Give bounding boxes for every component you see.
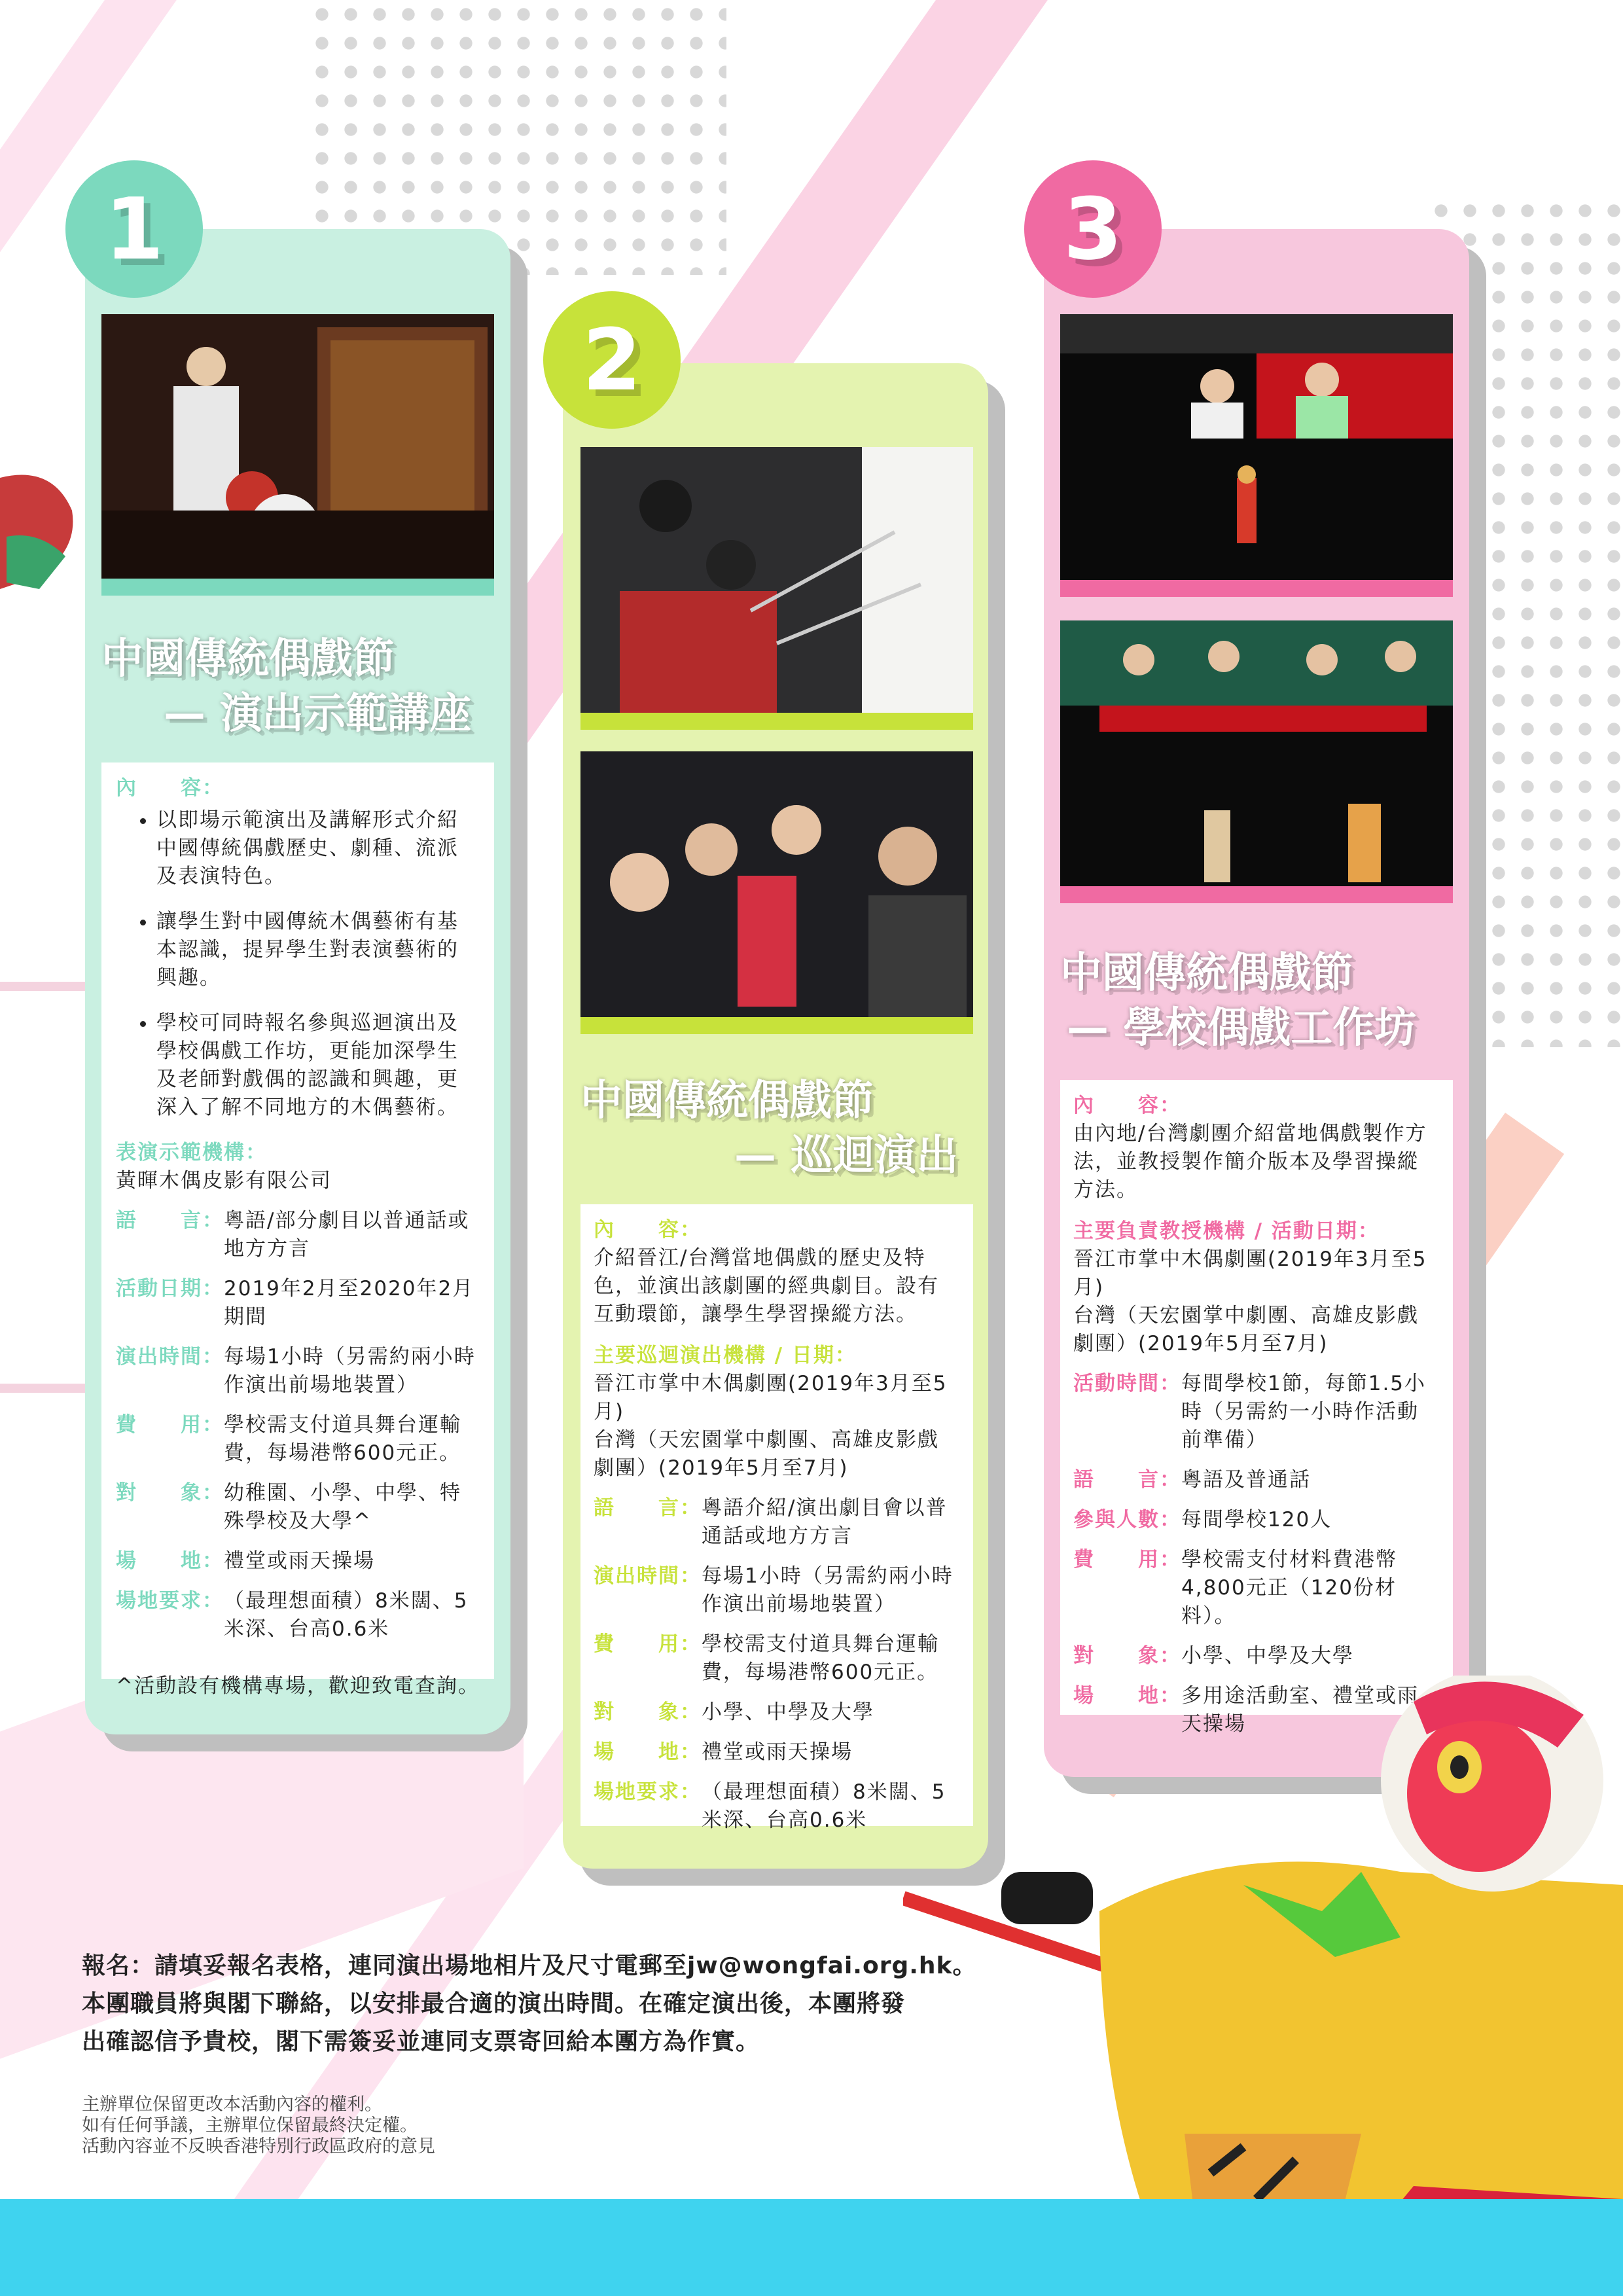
card2-number-badge: 2 — [543, 291, 681, 429]
card3-row-label: 對 象： — [1073, 1644, 1181, 1668]
card1-row-label: 對 象： — [116, 1481, 224, 1505]
card2-org-line: 台灣（天宏園掌中劇團、高雄皮影戲劇團）(2019年5月至7月) — [594, 1428, 939, 1480]
card2-row-label: 對 象： — [594, 1700, 702, 1724]
card3-content-label: 內 容： — [1073, 1094, 1181, 1117]
card1-row-label: 場地要求： — [116, 1589, 224, 1613]
disclaimer-line: 主辦單位保留更改本活動內容的權利。 — [82, 2094, 382, 2115]
card2-photo-bottom — [580, 751, 973, 1034]
card2-photo-top — [580, 447, 973, 730]
card2-title-line1: 中國傳統偶戲節 — [580, 1077, 874, 1125]
card1-row-label: 場 地： — [116, 1549, 224, 1573]
card1-bullet: • 以即場示範演出及講解形式介紹中國傳統偶戲歷史、劇種、流派及表演特色。 — [156, 806, 480, 891]
card2-org-label: 主要巡迴演出機構 / 日期： — [594, 1344, 857, 1367]
card1-number-badge: 1 — [65, 160, 203, 298]
card1-org-value: 黃暉木偶皮影有限公司 — [116, 1169, 332, 1193]
card2-content-text: 介紹晉江/台灣當地偶戲的歷史及特色，並演出該劇團的經典劇目。設有互動環節，讓學生學習操縱方法。 — [594, 1246, 939, 1326]
card2-org-line: 晉江市掌中木偶劇團(2019年3月至5月) — [594, 1372, 948, 1424]
card1-row-value: （最理想面積）8米闊、5米深、台高0.6米 — [224, 1589, 469, 1641]
card2-row-value: 每場1小時（另需約兩小時作演出前場地裝置） — [702, 1564, 954, 1616]
card2-row-value: 粵語介紹/演出劇目會以普通話或地方方言 — [702, 1496, 948, 1548]
card1-row-value: 學校需支付道具舞台運輸費，每場港幣600元正。 — [224, 1413, 461, 1465]
card3-row-value: 小學、中學及大學 — [1181, 1644, 1354, 1668]
card2-row-label: 場 地： — [594, 1740, 702, 1764]
registration-line: 本團職員將與閣下聯絡，以安排最合適的演出時間。在確定演出後，本團將發 — [82, 1990, 906, 2017]
card2-row-value: 禮堂或雨天操場 — [702, 1740, 853, 1764]
card3-row-value: 粵語及普通話 — [1181, 1468, 1311, 1492]
card3-row-label: 參與人數： — [1073, 1508, 1181, 1532]
card3-details-panel — [1060, 1080, 1453, 1736]
card2-row-label: 演出時間： — [594, 1564, 702, 1588]
card3-row-label: 活動時間： — [1073, 1372, 1181, 1395]
card3-row-value: 每間學校1節，每節1.5小時（另需約一小時作活動前準備） — [1181, 1372, 1427, 1452]
card2-row-value: 小學、中學及大學 — [702, 1700, 874, 1724]
card1-row-value: 每場1小時（另需約兩小時作演出前場地裝置） — [224, 1345, 476, 1397]
card1-details-panel — [101, 762, 494, 1698]
card2-row-label: 語 言： — [594, 1496, 702, 1520]
card3-org-line: 晉江市掌中木偶劇團(2019年3月至5月) — [1073, 1247, 1427, 1299]
card1-title-line1: 中國傳統偶戲節 — [101, 635, 395, 683]
bottom-color-bar — [0, 2199, 1623, 2296]
registration-line: 報名：請填妥報名表格，連同演出場地相片及尺寸電郵至jw@wongfai.org.hk。 — [82, 1952, 977, 1979]
disclaimer-line: 如有任何爭議，主辦單位保留最終決定權。 — [82, 2115, 418, 2136]
card3-row-value: 每間學校120人 — [1181, 1508, 1332, 1532]
card3-number-badge: 3 — [1024, 160, 1162, 298]
registration-info — [82, 1947, 998, 2061]
disclaimer — [82, 2094, 736, 2157]
card1-bullet-list — [116, 806, 480, 1122]
card1-title-line2: — 演出示範講座 — [164, 690, 472, 738]
card1-row-value: 幼稚園、小學、中學、特殊學校及大學^ — [224, 1481, 461, 1533]
card3-title-line2: — 學校偶戲工作坊 — [1067, 1004, 1417, 1052]
card1-row-label: 費 用： — [116, 1413, 224, 1437]
card2-title — [580, 1073, 958, 1183]
card3-org-line: 台灣（天宏園掌中劇團、高雄皮影戲劇團）(2019年5月至7月) — [1073, 1304, 1419, 1355]
card1-title — [101, 632, 471, 742]
card1-content-label: 內 容： — [116, 776, 224, 800]
card2-row-label: 場地要求： — [594, 1780, 702, 1804]
card3-content-text: 由內地/台灣劇團介紹當地偶戲製作方法，並教授製作簡介版本及學習操縱方法。 — [1073, 1122, 1427, 1202]
card1-note: ^活動設有機構專場，歡迎致電查詢。 — [116, 1674, 480, 1698]
card1-photo — [101, 314, 494, 596]
card1-row-label: 活動日期： — [116, 1277, 224, 1300]
card3-row-value: 多用途活動室、禮堂或雨天操場 — [1181, 1684, 1419, 1736]
card3-row-value: 學校需支付材料費港幣4,800元正（120份材料）。 — [1181, 1548, 1397, 1628]
card2-title-line2: — 巡迴演出 — [734, 1132, 959, 1180]
card1-row-value: 粵語/部分劇目以普通話或地方方言 — [224, 1209, 470, 1261]
card2-row-value: 學校需支付道具舞台運輸費，每場港幣600元正。 — [702, 1632, 939, 1684]
puppet-edge-illustration — [0, 458, 85, 602]
card3-org-label: 主要負責教授機構 / 活動日期： — [1073, 1219, 1380, 1243]
card3-photo-top — [1060, 314, 1453, 597]
card1-org-label: 表演示範機構： — [116, 1141, 267, 1164]
disclaimer-line: 活動內容並不反映香港特別行政區政府的意見 — [82, 2136, 435, 2157]
card1-row-label: 語 言： — [116, 1209, 224, 1232]
card2-row-label: 費 用： — [594, 1632, 702, 1656]
card2-content-label: 內 容： — [594, 1218, 702, 1242]
card1-bullet: • 讓學生對中國傳統木偶藝術有基本認識，提昇學生對表演藝術的興趣。 — [156, 908, 480, 992]
card1-row-value: 2019年2月至2020年2月期間 — [224, 1277, 474, 1329]
card1-bullet: • 學校可同時報名參與巡迴演出及學校偶戲工作坊，更能加深學生及老師對戲偶的認識和興趣，更深入了解不同地方的木偶藝術。 — [156, 1009, 480, 1122]
card3-row-label: 語 言： — [1073, 1468, 1181, 1492]
card3-title — [1060, 946, 1416, 1056]
card3-row-label: 費 用： — [1073, 1548, 1181, 1571]
card3-row-label: 場 地： — [1073, 1684, 1181, 1708]
card1-row-label: 演出時間： — [116, 1345, 224, 1369]
card2-row-value: （最理想面積）8米闊、5米深、台高0.6米 — [702, 1780, 946, 1832]
registration-line: 出確認信予貴校，閣下需簽妥並連同支票寄回給本團方為作實。 — [82, 2028, 760, 2055]
card3-photo-bottom — [1060, 620, 1453, 903]
card3-title-line1: 中國傳統偶戲節 — [1060, 949, 1353, 997]
card1-row-value: 禮堂或雨天操場 — [224, 1549, 375, 1573]
